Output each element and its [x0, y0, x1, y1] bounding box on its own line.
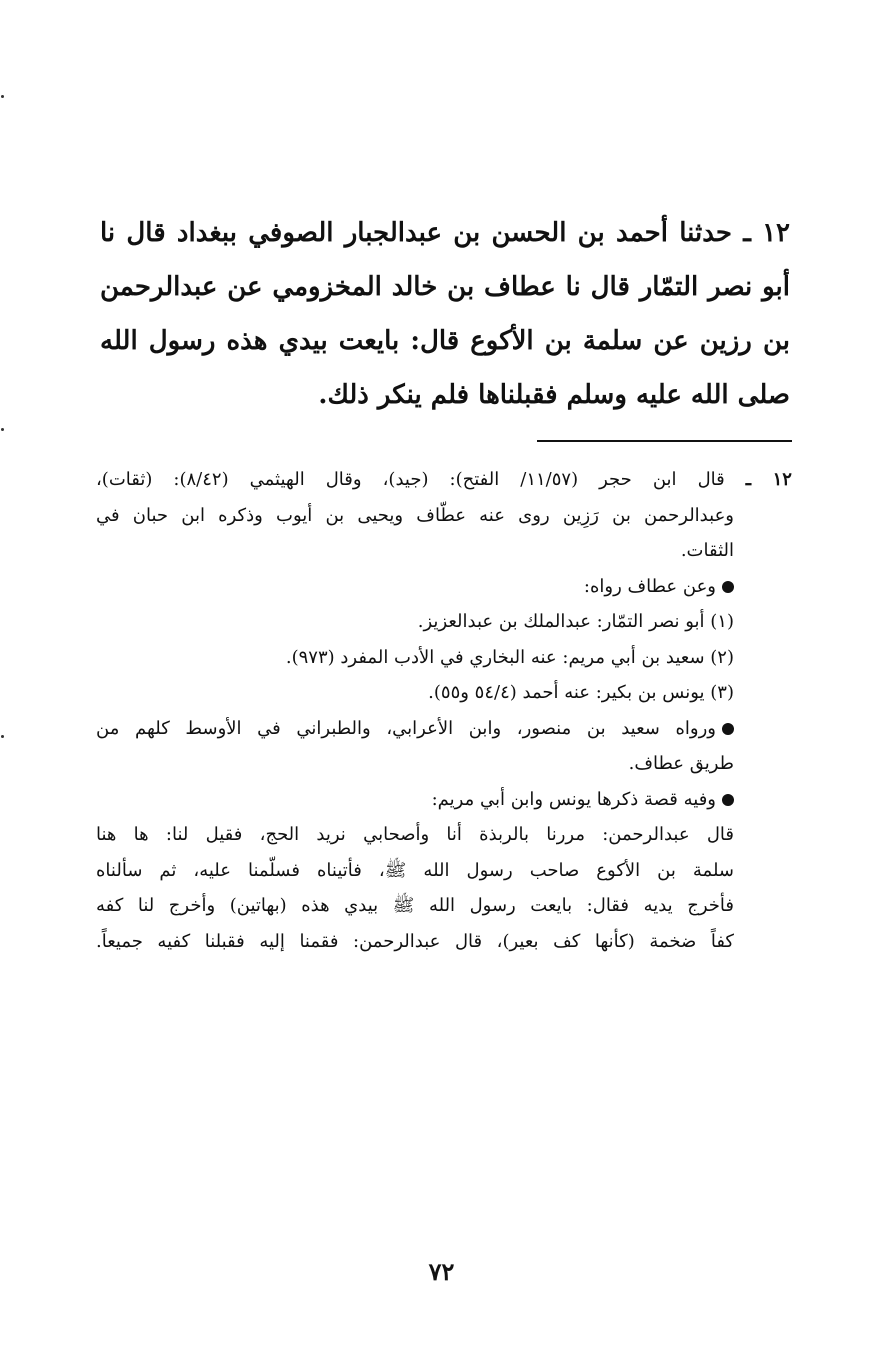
footnote-line-7: (٣) يونس بن بكير: عنه أحمد (٥٤/٤ و٥٥).	[428, 682, 734, 703]
hadith-number: ١٢ ـ	[743, 218, 790, 248]
footnote-line-1: ١٢ ـ قال ابن حجر (١١/٥٧/ الفتح): (جيد)، وقال الهيثمي (٨/٤٢): (ثقات)،	[96, 469, 792, 490]
footnote-line-6: (٢) سعيد بن أبي مريم: عنه البخاري في الأدب المفرد (٩٧٣).	[285, 646, 734, 668]
footnote-number: ١٢ ـ	[745, 469, 792, 490]
hadith-text: حدثنا أحمد بن الحسن بن عبدالجبار الصوفي ببغداد قال نا أبو نصر التمّار قال نا عطاف بن خالد المخزومي عن عبدالرحمن بن رزين عن سلمة بن الأكوع قال: بايعت بيدي هذه رسول الله صلى الله عليه وسلم فقبلناها فلم ينكر ذلك.	[100, 218, 790, 410]
footnote-line-8: ورواه سعيد بن منصور، وابن الأعرابي، والطبراني في الأوسط كلهم من	[96, 711, 792, 747]
scan-mark-left-middle	[1, 428, 4, 431]
footnote-line-5: (١) أبو نصر التمّار: عبدالملك بن عبدالعزيز.	[417, 611, 734, 632]
scan-mark-left-lower	[1, 735, 4, 738]
scan-mark-left-top	[1, 95, 4, 98]
bullet-icon	[722, 723, 734, 735]
footnote-divider	[537, 440, 792, 442]
bullet-icon	[722, 581, 734, 593]
footnote-line-13: فأخرج يديه فقال: بايعت رسول الله ﷺ بيدي هذه (بهاتين) وأخرج لنا كفه	[96, 895, 734, 916]
bullet-icon	[722, 794, 734, 806]
main-hadith-paragraph	[100, 206, 790, 422]
footnotes-section	[96, 462, 792, 959]
footnote-line-10: وفيه قصة ذكرها يونس وابن أبي مريم:	[96, 782, 792, 818]
footnote-line-3: الثقات.	[680, 540, 734, 561]
footnote-line-14: كفاً ضخمة (كأنها كف بعير)، قال عبدالرحمن: فقمنا إليه فقبلنا كفيه جميعاً.	[96, 930, 734, 952]
page-number: ٧٢	[428, 1257, 455, 1286]
footnote-line-2: وعبدالرحمن بن رَزِين روى عنه عطّاف ويحيى بن أيوب وذكره ابن حبان في	[96, 504, 734, 526]
footnote-line-9: طريق عطاف.	[628, 753, 734, 774]
footnote-line-11: قال عبدالرحمن: مررنا بالربذة أنا وأصحابي نريد الحج، فقيل لنا: ها هنا	[96, 824, 734, 845]
footnote-line-12: سلمة بن الأكوع صاحب رسول الله ﷺ، فأتيناه فسلّمنا عليه، ثم سألناه	[96, 859, 734, 881]
footnote-line-4: وعن عطاف رواه:	[96, 569, 792, 605]
